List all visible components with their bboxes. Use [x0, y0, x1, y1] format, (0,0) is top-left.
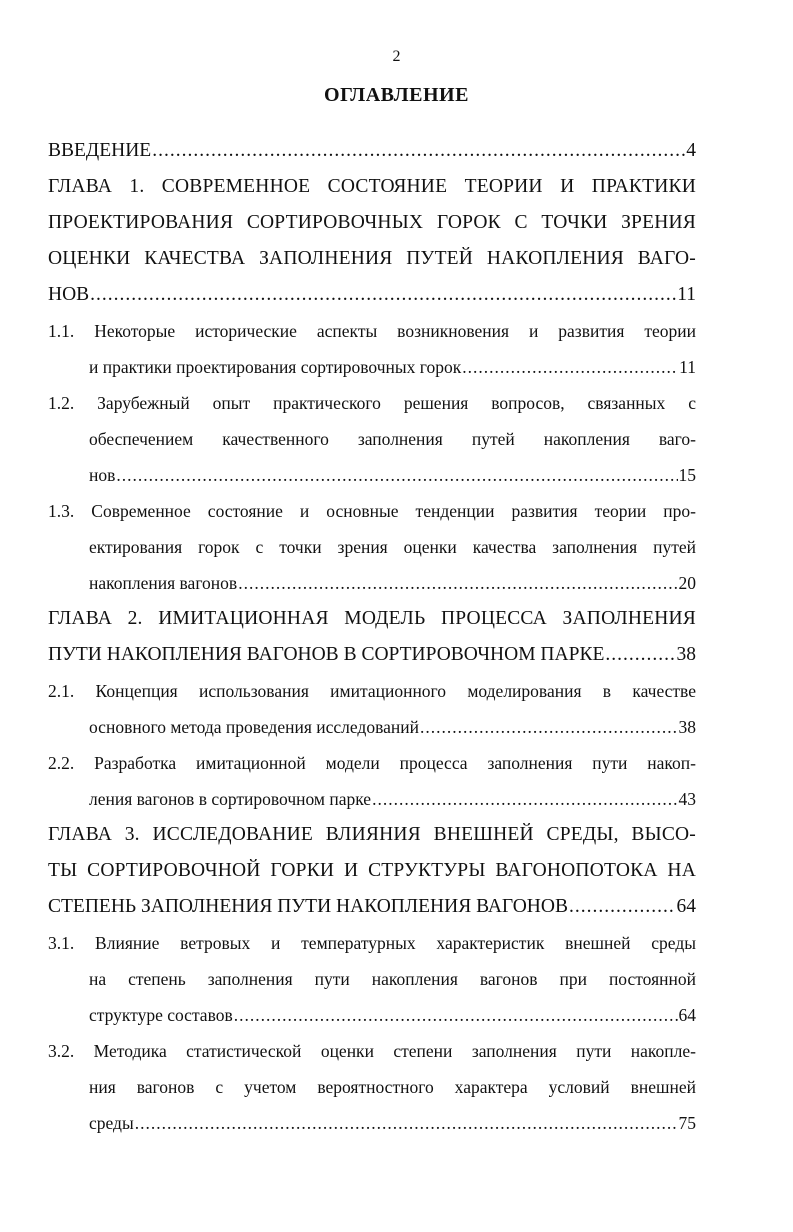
toc-line: [48, 709, 696, 745]
toc-line: на степень заполнения пути накопления вагонов при постоянной: [89, 969, 696, 989]
toc-entry-introduction[interactable]: [48, 133, 696, 169]
toc-title: ОГЛАВЛЕНИЕ: [324, 84, 469, 106]
toc-entry-title: ления вагонов в сортировочном парке: [89, 789, 372, 809]
toc-entry-title: и практики проектирования сортировочных горок: [89, 357, 462, 377]
toc-line: ния вагонов с учетом вероятностного характера условий внешней: [89, 1077, 696, 1097]
toc-line: 1.3. Современное состояние и основные тенденции развития теории про-: [48, 501, 696, 521]
toc-entry-title: накопления вагонов: [89, 573, 238, 593]
toc-entry-section-2-1[interactable]: [48, 673, 696, 745]
toc-entry-chapter-2[interactable]: [48, 601, 696, 673]
dot-leader: [234, 997, 678, 1033]
toc-entry-section-1-3[interactable]: [48, 493, 696, 601]
dot-leader: [90, 277, 676, 313]
dot-leader: [152, 133, 685, 169]
toc-page-number: 64: [678, 1005, 696, 1025]
toc-entry-title: НОВ: [48, 284, 90, 305]
dot-leader: [116, 457, 677, 493]
toc-line: 1.2. Зарубежный опыт практического решения вопросов, связанных с: [48, 393, 696, 413]
toc-entry-section-1-1[interactable]: [48, 313, 696, 385]
toc-line: 3.2. Методика статистической оценки степени заполнения пути накопле-: [48, 1041, 696, 1061]
toc-line: ТЫ СОРТИРОВОЧНОЙ ГОРКИ И СТРУКТУРЫ ВАГОНОПОТОКА НА: [48, 860, 696, 881]
toc-entry-section-2-2[interactable]: [48, 745, 696, 817]
toc-entry-section-3-2[interactable]: [48, 1033, 696, 1141]
toc-page-number: 75: [678, 1113, 696, 1133]
toc-page-number: 38: [676, 644, 696, 665]
toc-entry-chapter-1[interactable]: [48, 169, 696, 313]
toc-line: 3.1. Влияние ветровых и температурных характеристик внешней среды: [48, 933, 696, 953]
toc-line: ПРОЕКТИРОВАНИЯ СОРТИРОВОЧНЫХ ГОРОК С ТОЧКИ ЗРЕНИЯ: [48, 212, 696, 233]
dot-leader: [238, 565, 677, 601]
toc-line: [48, 997, 696, 1033]
toc-line: 1.1. Некоторые исторические аспекты возникновения и развития теории: [48, 321, 696, 341]
toc-entry-title: основного метода проведения исследований: [89, 717, 419, 737]
toc-page-number: 11: [677, 284, 696, 305]
toc-line: 2.2. Разработка имитационной модели процесса заполнения пути накоп-: [48, 753, 696, 773]
toc-line: ГЛАВА 2. ИМИТАЦИОННАЯ МОДЕЛЬ ПРОЦЕССА ЗАПОЛНЕНИЯ: [48, 608, 696, 629]
toc-line: [48, 457, 696, 493]
toc-page-number: 15: [678, 465, 696, 485]
toc-line: [48, 349, 696, 385]
toc-line: [48, 565, 696, 601]
toc-line: [48, 781, 696, 817]
toc-line: [48, 637, 696, 673]
toc-page-number: 20: [678, 573, 696, 593]
toc-entry-title: структуре составов: [89, 1005, 233, 1025]
toc-line: ГЛАВА 3. ИССЛЕДОВАНИЕ ВЛИЯНИЯ ВНЕШНЕЙ СРЕДЫ, ВЫСО-: [48, 824, 696, 845]
toc-line: обеспечением качественного заполнения путей накопления ваго-: [89, 429, 696, 449]
dot-leader: [605, 637, 675, 673]
toc-page-number: 43: [678, 789, 696, 809]
toc-entry-title: нов: [89, 465, 116, 485]
page-number: 2: [392, 48, 401, 65]
toc-entry-title: среды: [89, 1113, 134, 1133]
toc-entry-section-3-1[interactable]: [48, 925, 696, 1033]
dot-leader: [569, 889, 676, 925]
dot-leader: [135, 1105, 678, 1141]
toc-entry-chapter-3[interactable]: [48, 817, 696, 925]
toc-entry-section-1-2[interactable]: [48, 385, 696, 493]
toc-line: [48, 1105, 696, 1141]
toc-page-number: 11: [679, 357, 696, 377]
toc-page-number: 4: [686, 140, 696, 161]
dot-leader: [420, 709, 678, 745]
toc-line: ектирования горок с точки зрения оценки качества заполнения путей: [89, 537, 696, 557]
toc-page-number: 38: [678, 717, 696, 737]
toc-line: [48, 277, 696, 313]
toc-entry-title: ВВЕДЕНИЕ: [48, 140, 152, 161]
toc-entry-title: СТЕПЕНЬ ЗАПОЛНЕНИЯ ПУТИ НАКОПЛЕНИЯ ВАГОНОВ: [48, 896, 568, 917]
toc-line: [48, 133, 696, 169]
toc-line: [48, 889, 696, 925]
table-of-contents: [48, 133, 696, 1141]
dot-leader: [372, 781, 677, 817]
dot-leader: [462, 349, 678, 385]
toc-page-number: 64: [676, 896, 696, 917]
toc-line: ОЦЕНКИ КАЧЕСТВА ЗАПОЛНЕНИЯ ПУТЕЙ НАКОПЛЕНИЯ ВАГО-: [48, 248, 696, 269]
toc-entry-title: ПУТИ НАКОПЛЕНИЯ ВАГОНОВ В СОРТИРОВОЧНОМ ПАРКЕ: [48, 644, 605, 665]
toc-line: ГЛАВА 1. СОВРЕМЕННОЕ СОСТОЯНИЕ ТЕОРИИ И ПРАКТИКИ: [48, 176, 696, 197]
toc-line: 2.1. Концепция использования имитационного моделирования в качестве: [48, 681, 696, 701]
